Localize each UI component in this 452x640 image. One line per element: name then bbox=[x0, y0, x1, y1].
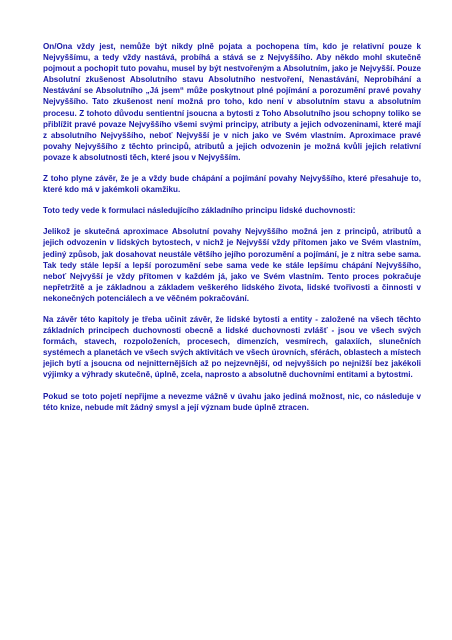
paragraph-3: Toto tedy vede k formulaci následujícího základního principu lidské duchovnosti: bbox=[43, 206, 356, 216]
paragraph-4: Jelikož je skutečná aproximace Absolutní povahy Nejvyššího možná jen z principů, atributů a jejich odvozenin v lidských bytostech, v nichž je Nejvyšší vždy přítomen jako ve Svém vlastním, jediný způsob, jak dosahovat neustále většího jejího porozumění a pojímání, je z nitra sebe sama. Tak tedy stále lepší a lepší porozumění sebe sama vede ke stále lepšímu chápání Nejvyššího, neboť Nejvyšší je vždy přítomen v každém já, jako ve Svém vlastním. Tento proces pokračuje nepřetržitě a je základnou a základem veškerého lidského života, lidské tvořivosti a činnosti v nekonečných potenciálech a ve věčném pokračování. bbox=[43, 227, 421, 303]
document-body bbox=[43, 41, 421, 423]
paragraph-1: On/Ona vždy jest, nemůže být nikdy plně pojata a pochopena tím, kdo je relativní pouze k Nejvyššímu, a tedy vždy nastává, probíhá a stává se z Nejvyššího. Aby někdo mohl skutečně pojmout a pochopit tuto povahu, musel by být nestvořeným a Absolutním, jako je Nejvyšší. Pouze Absolutní zkušenost Absolutního stavu Absolutního nestvoření, Nenastávání, Neprobíhání a Nestávání se Absolutního „Já jsem“ může poskytnout plné pojímání a porozumění pravé povahy Nejvyššího. Tato zkušenost není možná pro toho, kdo není v absolutním stavu a absolutním procesu. Z tohoto důvodu sentientní jsoucna a bytosti z Toho Absolutního jsou schopny toliko se přiblížit pravé povaze Nejvyššího všemi svými principy, atributy a jejich odvozeninami, které mají z absolutního Nejvyššího, neboť Nejvyšší je v nich jako ve Svém vlastním. Aproximace pravé povahy Nejvyššího z těchto principů, atributů a jejich odvozenin je možná kvůli jejich relativní povaze k absolutnosti těch, které jsou v Nejvyšším. bbox=[43, 42, 421, 162]
paragraph-6: Pokud se toto pojetí nepřijme a nevezme vážně v úvahu jako jediná možnost, nic, co následuje v této knize, nebude mít žádný smysl a její význam bude úplně ztracen. bbox=[43, 391, 421, 412]
paragraph-5: Na závěr této kapitoly je třeba učinit závěr, že lidské bytosti a entity - založené na všech těchto základních principech duchovnosti obecně a lidské duchovnosti zvlášť - jsou ve všech svých formách, stavech, rozpoloženích, procesech, dimenzích, vesmírech, galaxiích, slunečních systémech a planetách ve všech svých aktivitách ve všech úrovních, sférách, oblastech a místech jejich bytí a jsoucna od nejnitternějších až po nejzevnější, od nejvyšších po nejnižší bez jakékoli výjimky a výhrady skutečně, úplně, zcela, naprosto a absolutně duchovními entitami a bytostmi. bbox=[43, 314, 421, 380]
paragraph-2: Z toho plyne závěr, že je a vždy bude chápání a pojímání povahy Nejvyššího, které přesahuje to, které kdo má v jakémkoli okamžiku. bbox=[43, 174, 421, 195]
